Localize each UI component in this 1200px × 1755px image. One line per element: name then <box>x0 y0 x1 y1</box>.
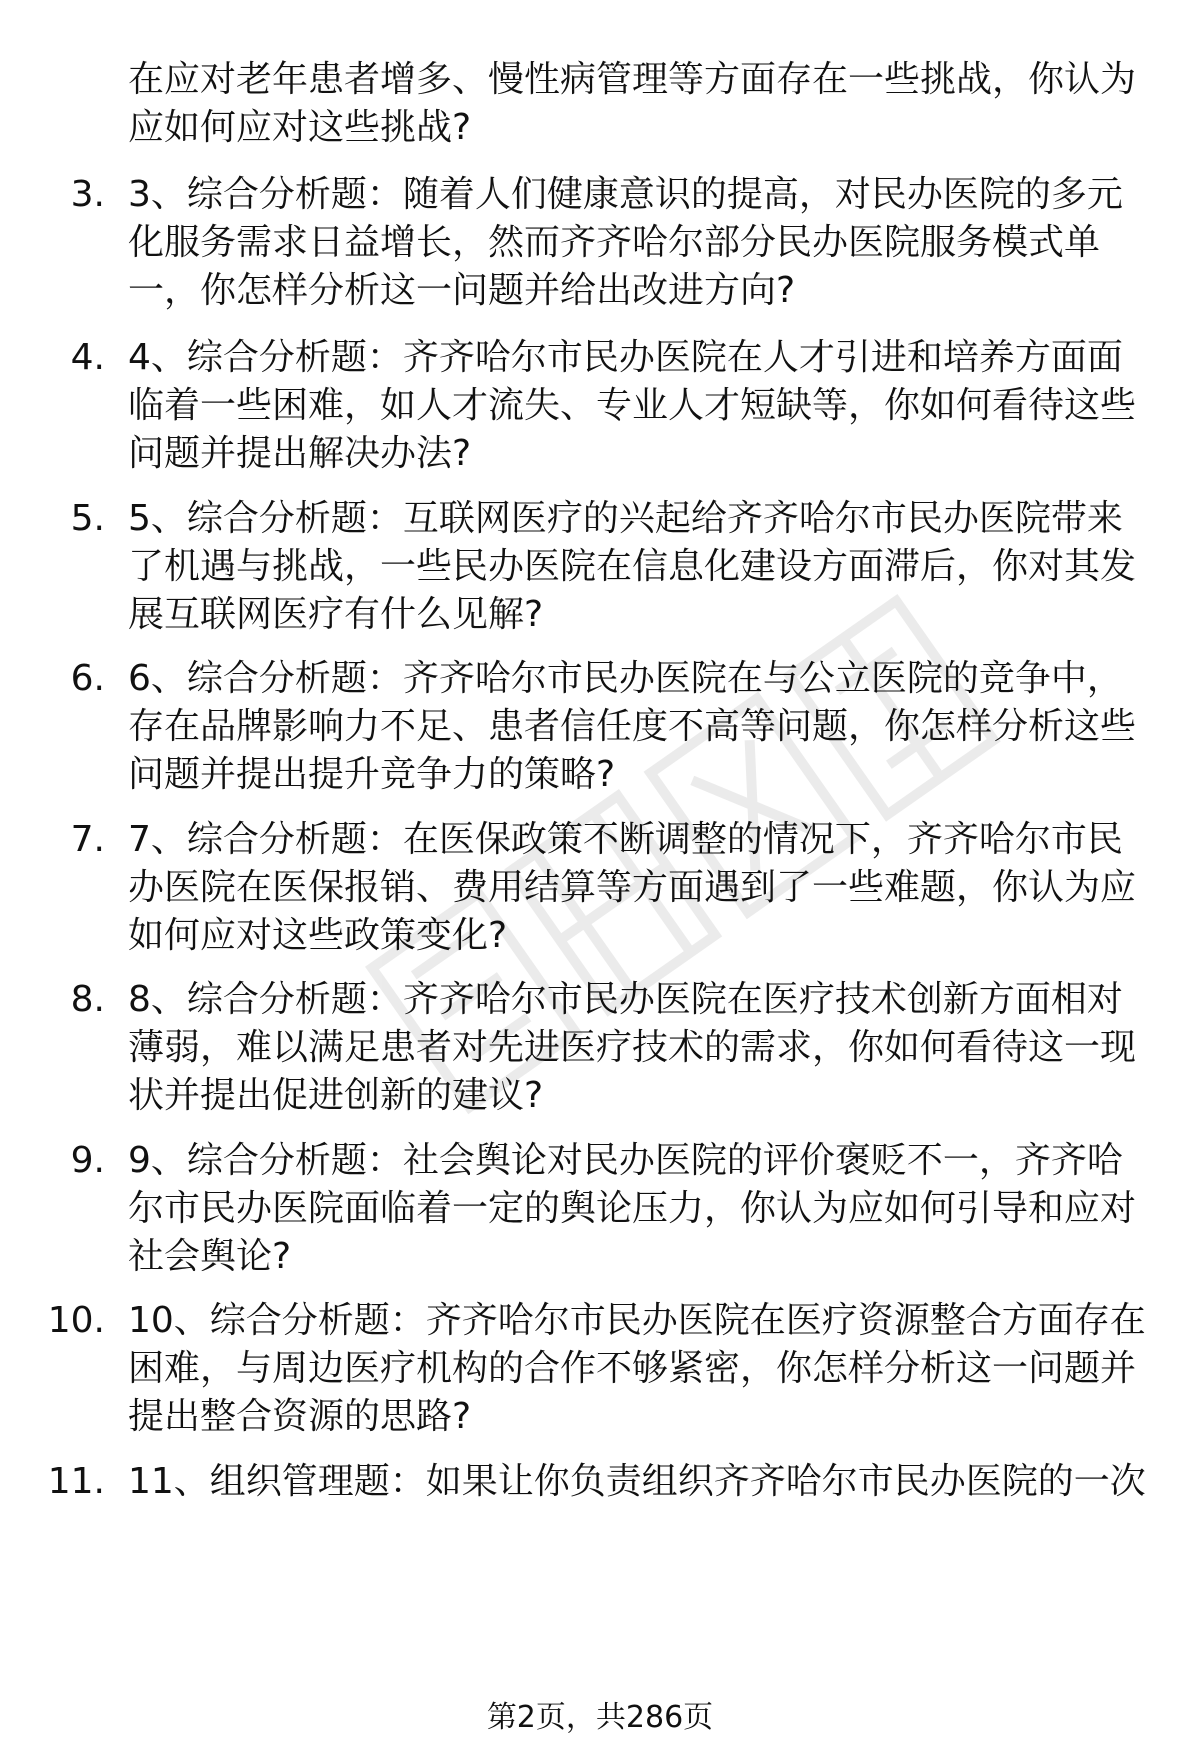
question-text: 5、综合分析题：互联网医疗的兴起给齐齐哈尔市民办医院带来了机遇与挑战，一些民办医院在信息化建设方面滞后，你对其发展互联网医疗有什么见解? <box>128 498 1137 635</box>
question-number: 6. <box>70 658 105 699</box>
question-number: 7. <box>70 819 105 860</box>
question-number: 3. <box>70 174 105 215</box>
continued-question-text: 在应对老年患者增多、慢性病管理等方面存在一些挑战，你认为应如何应对这些挑战? <box>128 59 1137 148</box>
question-text: 4、综合分析题：齐齐哈尔市民办医院在人才引进和培养方面面临着一些困难，如人才流失、专业人才短缺等，你如何看待这些问题并提出解决办法? <box>128 337 1137 474</box>
question-number: 11. <box>47 1461 105 1502</box>
question-text: 3、综合分析题：随着人们健康意识的提高，对民办医院的多元化服务需求日益增长，然而齐齐哈尔部分民办医院服务模式单一，你怎样分析这一问题并给出改进方向? <box>128 174 1123 311</box>
question-number: 10. <box>47 1300 105 1341</box>
question-number: 4. <box>70 337 105 378</box>
question-text: 8、综合分析题：齐齐哈尔市民办医院在医疗技术创新方面相对薄弱，难以满足患者对先进医疗技术的需求，你如何看待这一现状并提出促进创新的建议? <box>128 979 1137 1116</box>
question-text: 6、综合分析题：齐齐哈尔市民办医院在与公立医院的竞争中，存在品牌影响力不足、患者信任度不高等问题，你怎样分析这些问题并提出提升竞争力的策略? <box>128 658 1137 795</box>
question-text: 11、组织管理题：如果让你负责组织齐齐哈尔市民办医院的一次 <box>128 1461 1146 1502</box>
question-number: 5. <box>70 498 105 539</box>
question-text: 7、综合分析题：在医保政策不断调整的情况下，齐齐哈尔市民办医院在医保报销、费用结算等方面遇到了一些难题，你认为应如何应对这些政策变化? <box>128 819 1137 956</box>
page-footer: 第2页，共286页 <box>486 1700 714 1735</box>
question-number: 8. <box>70 979 105 1020</box>
question-text: 10、综合分析题：齐齐哈尔市民办医院在医疗资源整合方面存在困难，与周边医疗机构的合作不够紧密，你怎样分析这一问题并提出整合资源的思路? <box>128 1300 1146 1437</box>
question-text: 9、综合分析题：社会舆论对民办医院的评价褒贬不一，齐齐哈尔市民办医院面临着一定的舆论压力，你认为应如何引导和应对社会舆论? <box>128 1140 1137 1277</box>
question-number: 9. <box>70 1140 105 1181</box>
